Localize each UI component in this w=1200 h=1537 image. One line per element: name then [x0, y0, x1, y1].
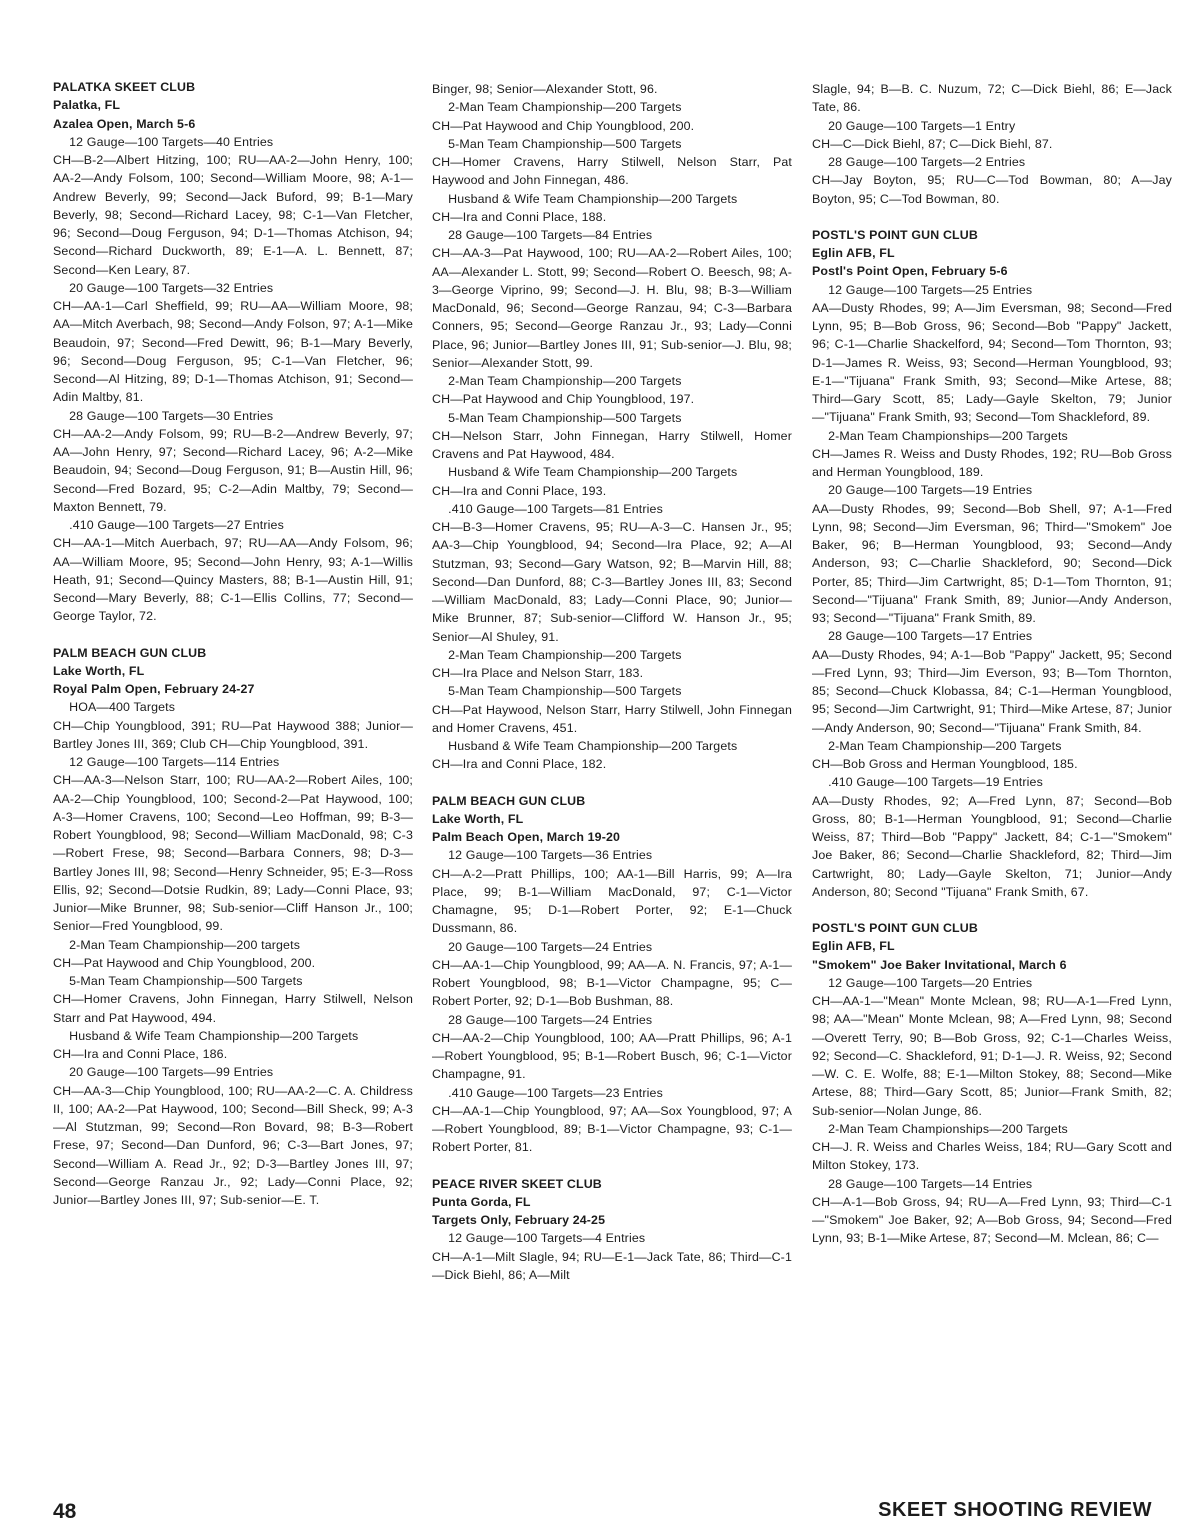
results-section — [812, 919, 1172, 1248]
results-section — [53, 644, 413, 1210]
event-heading: 5-Man Team Championship—500 Targets — [448, 136, 682, 151]
results-text: CH—A-1—Bob Gross, 94; RU—A—Fred Lynn, 93; Third—C-1—"Smokem" Joe Baker, 92; A—Bob Gross, 94; Second—Fred Lynn, 93; B-1—Mike Artese, 87; Second—M. Mclean, 86; C— — [812, 1194, 1172, 1246]
event-heading: 20 Gauge—100 Targets—99 Entries — [69, 1065, 274, 1080]
results-text: CH—Nelson Starr, John Finnegan, Harry Stilwell, Homer Cravens and Pat Haywood, 484. — [432, 428, 792, 461]
event-title: Postl's Point Open, February 5-6 — [812, 264, 1008, 279]
event-heading: 20 Gauge—100 Targets—1 Entry — [828, 118, 1016, 133]
event-heading: 5-Man Team Championship—500 Targets — [448, 410, 682, 425]
event-heading: 28 Gauge—100 Targets—2 Entries — [828, 155, 1026, 169]
event-heading: Husband & Wife Team Championship—200 Targets — [448, 465, 738, 480]
results-section — [53, 78, 413, 626]
results-text: CH—Ira and Conni Place, 193. — [432, 483, 607, 498]
event-heading: 12 Gauge—100 Targets—25 Entries — [828, 282, 1033, 297]
results-text: CH—AA-1—Mitch Auerbach, 97; RU—AA—Andy Folsom, 96; AA—William Moore, 95; Second—John Henry, 93; A-1—Willis Heath, 91; Second—Quincy Masters, 88; B-1—Austin Hill, 91; Second—Mary Beverly, 88; C-1—Ellis Collins, 77; Second—George Taylor, 72. — [53, 536, 413, 624]
club-name: POSTL'S POINT GUN CLUB — [812, 921, 978, 935]
column-2 — [432, 80, 792, 1284]
results-text: CH—B-2—Albert Hitzing, 100; RU—AA-2—John Henry, 100; AA-2—Andy Folsom, 100; Second—William Moore, 98; A-1—Andrew Beverly, 99; Second—Jack Buford, 99; B-1—Mary Beverly, 98; Second—Richard Lacey, 98; C-1—Van Fletcher, 96; Second—Doug Ferguson, 94; D-1—Thomas Atchison, 94; Second—Richard Duckworth, 89; E-1—A. L. Bennett, 87; Second—Ken Leary, 87. — [53, 153, 413, 277]
club-location: Palatka, FL — [53, 98, 121, 113]
results-text: CH—Chip Youngblood, 391; RU—Pat Haywood 388; Junior—Bartley Jones III, 369; Club CH—Chip Youngblood, 391. — [53, 718, 413, 751]
results-text: CH—AA-3—Nelson Starr, 100; RU—AA-2—Robert Ailes, 100; AA-2—Chip Youngblood, 100; Second-2—Pat Haywood, 100; A-3—Homer Cravens, 100; Second—Leo Hoffman, 99; B-3—Robert Youngblood, 98; Second—William MacDonald, 98; C-3—Robert Frese, 98; Second—Barbara Conners, 98; D-3—Bartley Jones III, 98; Second—Henry Schneider, 95; E-3—Ross Ellis, 92; Second—Dotsie Rudkin, 89; Lady—Conni Place, 93; Junior—Mike Brunner, 98; Sub-senior—Cliff Hanson Jr., 100; Senior—Fred Youngblood, 99. — [53, 773, 413, 934]
results-text: CH—Jay Boyton, 95; RU—C—Tod Bowman, 80; A—Jay Boyton, 95; C—Tod Bowman, 80. — [812, 173, 1172, 206]
event-heading: 2-Man Team Championship—200 Targets — [828, 738, 1062, 753]
results-section — [432, 792, 792, 1157]
column-1 — [53, 78, 413, 1209]
club-name: PALM BEACH GUN CLUB — [432, 793, 586, 808]
club-location: Punta Gorda, FL — [432, 1194, 531, 1209]
event-title: Targets Only, February 24-25 — [432, 1213, 606, 1227]
event-heading: 2-Man Team Championship—200 Targets — [448, 374, 682, 388]
event-heading: 2-Man Team Championship—200 targets — [69, 937, 301, 952]
results-text: AA—Dusty Rhodes, 92; A—Fred Lynn, 87; Second—Bob Gross, 80; B-1—Herman Youngblood, 91; Second—Charlie Weiss, 87; Third—Bob "Pappy" Jackett, 84; C-1—"Smokem" Joe Baker, 86; Second—Charlie Shackleford, 82; Third—Jim Cartwright, 80; Lady—Gayle Skelton, 71; Junior—Andy Anderson, 80; Second "Tijuana" Frank Smith, 67. — [812, 793, 1172, 899]
event-heading: .410 Gauge—100 Targets—23 Entries — [448, 1085, 663, 1100]
event-heading: .410 Gauge—100 Targets—81 Entries — [448, 501, 663, 516]
event-heading: 12 Gauge—100 Targets—4 Entries — [448, 1231, 646, 1246]
results-text: Binger, 98; Senior—Alexander Stott, 96. — [432, 82, 658, 96]
results-text: CH—AA-2—Chip Youngblood, 100; AA—Pratt Phillips, 96; A-1—Robert Youngblood, 95; B-1—Robert Busch, 96; C-1—Victor Champagne, 91. — [432, 1030, 792, 1082]
results-text: CH—Pat Haywood and Chip Youngblood, 200. — [53, 955, 316, 970]
event-heading: 28 Gauge—100 Targets—14 Entries — [828, 1176, 1033, 1191]
column-3 — [812, 80, 1172, 1248]
results-section — [432, 80, 792, 774]
results-text: CH—AA-1—Carl Sheffield, 99; RU—AA—William Moore, 98; AA—Mitch Averbach, 98; Second—Andy Folson, 97; A-1—Mike Beaudoin, 97; Second—Fred Dewitt, 96; B-1—Mary Beverly, 96; Second—Doug Ferguson, 95; C-1—Van Fletcher, 96; Second—Al Hitzing, 89; D-1—Thomas Atchison, 91; Second—Adin Maltby, 81. — [53, 299, 413, 405]
club-location: Eglin AFB, FL — [812, 939, 895, 954]
results-text: CH—Homer Cravens, Harry Stilwell, Nelson Starr, Pat Haywood and John Finnegan, 486. — [432, 155, 792, 188]
event-title: Azalea Open, March 5-6 — [53, 116, 196, 131]
results-text: CH—James R. Weiss and Dusty Rhodes, 192; RU—Bob Gross and Herman Youngblood, 189. — [812, 446, 1172, 479]
results-text: CH—Pat Haywood and Chip Youngblood, 200. — [432, 118, 695, 133]
event-heading: 12 Gauge—100 Targets—40 Entries — [69, 134, 274, 149]
event-heading: 28 Gauge—100 Targets—30 Entries — [69, 408, 274, 423]
results-text: CH—AA-1—Chip Youngblood, 97; AA—Sox Youngblood, 97; A—Robert Youngblood, 89; B-1—Victor Champagne, 93; C-1—Robert Porter, 81. — [432, 1103, 792, 1155]
club-name: PALM BEACH GUN CLUB — [53, 645, 207, 660]
event-heading: 5-Man Team Championship—500 Targets — [69, 974, 303, 988]
results-text: CH—J. R. Weiss and Charles Weiss, 184; RU—Gary Scott and Milton Stokey, 173. — [812, 1140, 1172, 1173]
club-location: Lake Worth, FL — [53, 663, 145, 678]
event-heading: 20 Gauge—100 Targets—19 Entries — [828, 483, 1033, 498]
results-text: AA—Dusty Rhodes, 99; Second—Bob Shell, 97; A-1—Fred Lynn, 98; Second—Jim Eversman, 96; Third—"Smokem" Joe Baker, 96; B—Herman Youngblood, 93; Second—Andy Anderson, 93; C—Charlie Shackleford, 90; Second—Dick Porter, 85; Third—Jim Cartwright, 85; D-1—Tom Thornton, 91; Second—"Tijuana" Frank Smith, 89; Junior—Andy Anderson, 93; Second—"Tijuana" Frank Smith, 89. — [812, 501, 1172, 625]
event-heading: 5-Man Team Championship—500 Targets — [448, 684, 682, 699]
event-heading: HOA—400 Targets — [69, 700, 176, 715]
results-text: CH—Pat Haywood, Nelson Starr, Harry Stilwell, John Finnegan and Homer Cravens, 451. — [432, 702, 792, 735]
results-section — [812, 80, 1172, 208]
results-text: CH—A-2—Pratt Phillips, 100; AA-1—Bill Harris, 99; A—Ira Place, 99; B-1—William MacDonald, 97; C-1—Victor Chamagne, 95; D-1—Robert Porter, 92; E-1—Chuck Dussmann, 86. — [432, 866, 792, 936]
results-text: CH—Pat Haywood and Chip Youngblood, 197. — [432, 392, 695, 407]
results-text: CH—Ira Place and Nelson Starr, 183. — [432, 666, 644, 680]
event-heading: 12 Gauge—100 Targets—36 Entries — [448, 848, 653, 863]
results-text: CH—AA-1—"Mean" Monte Mclean, 98; RU—A-1—Fred Lynn, 98; AA—"Mean" Monte Mclean, 98; A—Fred Lynn, 98; Second—Overett Terry, 90; B—Bob Gross, 92; C-1—Charles Weiss, 92; Second—C. Shackleford, 91; D-1—J. R. Weiss, 92; Second—W. C. E. Wolfe, 88; E-1—Milton Stokey, 88; Second—Mike Artese, 88; Third—Gary Scott, 85; Junior—Frank Smith, 82; Sub-senior—Nolan Junge, 86. — [812, 994, 1172, 1118]
event-heading: 12 Gauge—100 Targets—20 Entries — [828, 975, 1033, 990]
results-text: CH—B-3—Homer Cravens, 95; RU—A-3—C. Hansen Jr., 95; AA-3—Chip Youngblood, 94; Second—Ira Place, 92; A—Al Stutzman, 93; Second—Gary Watson, 92; B—Marvin Hill, 88; Second—Dan Dunford, 88; C-3—Bartley Jones III, 83; Second—William MacDonald, 83; Lady—Conni Place, 90; Junior—Mike Brunner, 87; Sub-senior—Clifford W. Hanson Jr., 95; Senior—Al Shuley, 91. — [432, 520, 792, 644]
event-heading: 20 Gauge—100 Targets—32 Entries — [69, 280, 274, 295]
event-heading: 20 Gauge—100 Targets—24 Entries — [448, 939, 653, 954]
results-text: CH—A-1—Milt Slagle, 94; RU—E-1—Jack Tate, 86; Third—C-1—Dick Biehl, 86; A—Milt — [432, 1249, 792, 1282]
results-text: Slagle, 94; B—B. C. Nuzum, 72; C—Dick Biehl, 86; E—Jack Tate, 86. — [812, 82, 1172, 115]
club-name: PALATKA SKEET CLUB — [53, 80, 196, 94]
results-text: CH—AA-1—Chip Youngblood, 99; AA—A. N. Francis, 97; A-1—Robert Youngblood, 98; B-1—Victor Champagne, 95; C—Robert Porter, 92; D-1—Bob Bushman, 88. — [432, 957, 792, 1009]
results-text: AA—Dusty Rhodes, 94; A-1—Bob "Pappy" Jackett, 95; Second—Fred Lynn, 93; Third—Jim Everson, 93; B—Tom Thornton, 85; Second—Chuck Klobassa, 84; C-1—Herman Youngblood, 95; Second—Jim Cartwright, 91; Third—Mike Artese, 87; Junior—Andy Anderson, 90; Second—"Tijuana" Frank Smith, 84. — [812, 647, 1172, 735]
event-heading: 2-Man Team Championship—200 Targets — [448, 647, 682, 662]
event-heading: 2-Man Team Championship—200 Targets — [448, 100, 682, 115]
results-section — [812, 226, 1172, 901]
club-location: Lake Worth, FL — [432, 811, 524, 826]
event-heading: Husband & Wife Team Championship—200 Targets — [448, 739, 738, 753]
results-text: CH—AA-3—Chip Youngblood, 100; RU—AA-2—C. A. Childress II, 100; AA-2—Pat Haywood, 100; Second—Bill Sheck, 99; A-3—Al Stutzman, 99; Second—Ron Bovard, 98; B-3—Robert Frese, 97; Second—Dan Dunford, 96; C-3—Bart Jones, 97; Second—William A. Read Jr., 92; D-3—Bartley Jones III, 97; Second—George Ranzau Jr., 92; Lady—Conni Place, 92; Junior—Bartley Jones III, 97; Sub-senior—E. T. — [53, 1083, 413, 1207]
results-text: CH—Ira and Conni Place, 186. — [53, 1047, 228, 1061]
event-heading: 28 Gauge—100 Targets—84 Entries — [448, 228, 653, 242]
club-name: POSTL'S POINT GUN CLUB — [812, 227, 978, 242]
event-heading: .410 Gauge—100 Targets—19 Entries — [828, 775, 1043, 790]
results-text: CH—AA-2—Andy Folsom, 99; RU—B-2—Andrew Beverly, 97; AA—John Henry, 97; Second—Richard Lacey, 96; A-2—Mike Beaudoin, 94; Second—Doug Ferguson, 91; B—Austin Hill, 96; Second—Fred Bozard, 95; C-2—Adin Maltby, 79; Second—Maxton Bennett, 79. — [53, 426, 413, 514]
results-text: CH—Ira and Conni Place, 182. — [432, 757, 607, 772]
event-heading: .410 Gauge—100 Targets—27 Entries — [69, 518, 284, 532]
club-location: Eglin AFB, FL — [812, 246, 895, 260]
event-heading: 28 Gauge—100 Targets—17 Entries — [828, 629, 1033, 644]
event-heading: 12 Gauge—100 Targets—114 Entries — [69, 755, 280, 769]
event-heading: Husband & Wife Team Championship—200 Targets — [448, 191, 738, 206]
magazine-title: SKEET SHOOTING REVIEW — [878, 1499, 1152, 1521]
event-heading: 2-Man Team Championships—200 Targets — [828, 1121, 1068, 1136]
results-text: CH—AA-3—Pat Haywood, 100; RU—AA-2—Robert Ailes, 100; AA—Alexander L. Stott, 99; Second—Robert O. Beesch, 98; A-3—George Viprino, 99; Second—J. H. Blu, 98; B-3—William MacDonald, 96; Second—George Ranzau, 94; C-3—Barbara Conners, 95; Second—George Ranzau Jr., 93; Lady—Conni Place, 96; Junior—Bartley Jones III, 91; Sub-senior—J. Blu, 98; Senior—Alexander Stott, 99. — [432, 246, 792, 370]
results-text: CH—C—Dick Biehl, 87; C—Dick Biehl, 87. — [812, 136, 1053, 151]
event-heading: Husband & Wife Team Championship—200 Targets — [69, 1028, 359, 1043]
results-text: CH—Bob Gross and Herman Youngblood, 185. — [812, 757, 1078, 771]
results-text: AA—Dusty Rhodes, 99; A—Jim Eversman, 98; Second—Fred Lynn, 95; B—Bob Gross, 96; Second—Bob "Pappy" Jackett, 96; C-1—Charlie Shackelford, 94; Second—Tom Thornton, 93; D-1—James R. Weiss, 93; Second—Herman Youngblood, 93; E-1—"Tijuana" Frank Smith, 93; Second—Mike Artese, 88; Third—Gary Scott, 85; Lady—Gayle Skelton, 79; Junior—"Tijuana" Frank Smith, 93; Second—Tom Shackleford, 89. — [812, 300, 1172, 425]
event-heading: 2-Man Team Championships—200 Targets — [828, 428, 1068, 443]
event-title: Royal Palm Open, February 24-27 — [53, 682, 255, 696]
event-heading: 28 Gauge—100 Targets—24 Entries — [448, 1012, 653, 1027]
event-title: Palm Beach Open, March 19-20 — [432, 830, 621, 844]
club-name: PEACE RIVER SKEET CLUB — [432, 1176, 602, 1191]
results-text: CH—Homer Cravens, John Finnegan, Harry Stilwell, Nelson Starr and Pat Haywood, 494. — [53, 992, 413, 1025]
results-text: CH—Ira and Conni Place, 188. — [432, 209, 607, 224]
event-title: "Smokem" Joe Baker Invitational, March 6 — [812, 957, 1067, 972]
page-number: 48 — [53, 1500, 77, 1523]
results-section — [432, 1175, 792, 1285]
